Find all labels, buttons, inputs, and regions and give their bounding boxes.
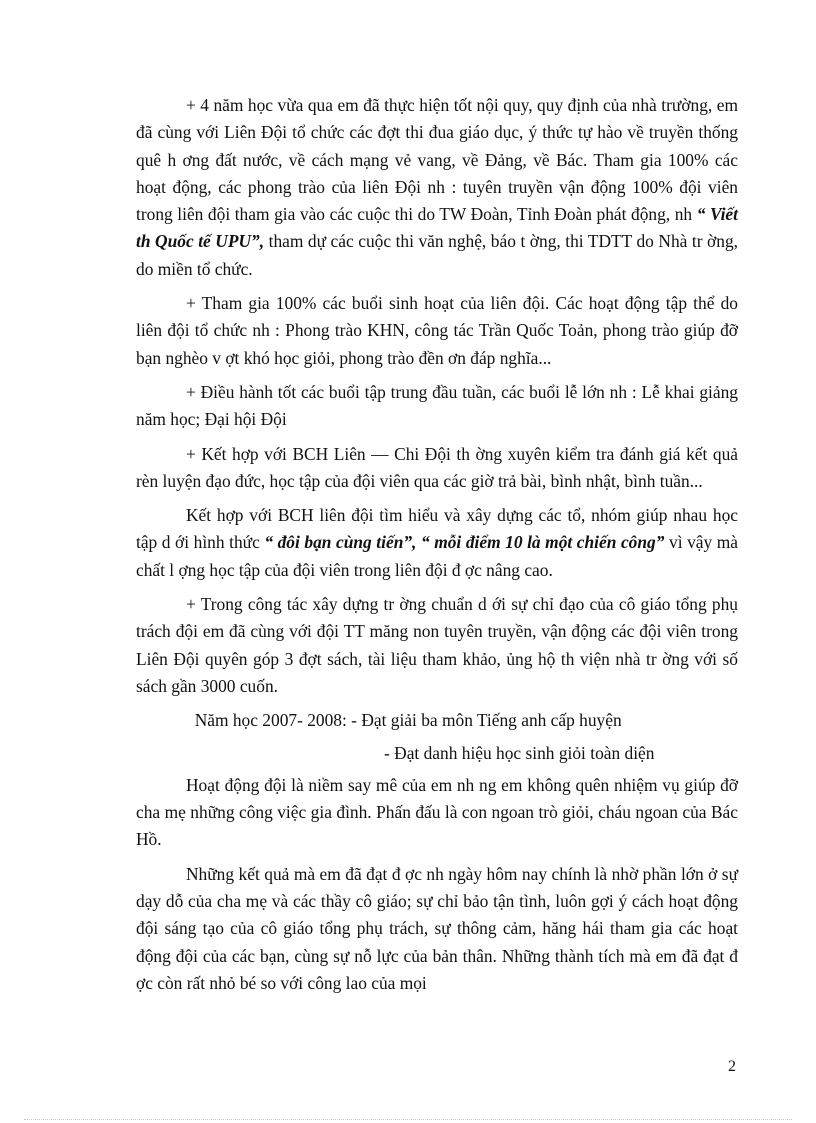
text-run: vì vậy mà chất l ợng học tập của đội viên trong liên đội đ ợc nâng cao. [136, 532, 738, 580]
paragraph-family: Hoạt động đội là niềm say mê của em nh ng em không quên nhiệm vụ giúp đỡ cha mẹ những công việc gia đình. Phấn đấu là con ngoan trò giỏi, cháu ngoan của Bác Hồ. [136, 774, 738, 850]
text-run: + 4 năm học vừa qua em đã thực hiện tốt nội quy, quy định của nhà trường, em đã cùng với Liên Đội tổ chức các đợt thi đua giáo dục, ý thức tự hào về truyền thống quê h ơng đất nước, về cách mạng vẻ vang, về Đảng, về Bác. Tham gia 100% các hoạt động, các phong trào của liên Đội nh : tuyên truyền vận động 100% đội viên trong liên đội tham gia vào các cuộc thi do TW Đoàn, Tỉnh Đoàn phát động, nh [136, 95, 738, 225]
text-run: + Tham gia 100% các buổi sinh hoạt của liên đội. Các hoạt động tập thể do liên đội tổ chức nh : Phong trào KHN, công tác Trần Quốc Toản, phong trào giúp đỡ bạn nghèo v ợt khó học giỏi, phong trào đền ơn đáp nghĩa... [136, 293, 738, 368]
paragraph-ceremonies [136, 379, 738, 434]
achievement-line-1: Năm học 2007- 2008: - Đạt giải ba môn Tiếng anh cấp huyện [186, 710, 622, 731]
text-run: + Kết hợp với BCH Liên — Chi Đội th ờng xuyên kiểm tra đánh giá kết quả rèn luyện đạo đức, học tập của đội viên qua các giờ trả bài, bình nhật, bình tuần... [136, 443, 738, 491]
paragraph-study-groups [136, 502, 738, 584]
paragraph-library [136, 591, 738, 700]
paragraph-bch [136, 441, 738, 496]
paragraph-activities [136, 290, 738, 372]
text-run: Kết hợp với BCH liên đội tìm hiểu và xây dựng các tổ, nhóm giúp nhau học tập d ới hình thức [136, 505, 738, 553]
emphasis-slogans: “ đôi bạn cùng tiến”, “ mỗi điểm 10 là một chiến công” [264, 532, 665, 553]
footer-divider [24, 1119, 792, 1120]
text-run: + Trong công tác xây dựng tr ờng chuẩn d ới sự chỉ đạo của cô giáo tổng phụ trách đội em đã cùng với đội TT măng non tuyên truyền, vận động các đội viên trong Liên Đội quyên góp 3 đợt sách, tài liệu tham khảo, ủng hộ th viện nhà tr ờng với số sách gần 3000 cuốn. [136, 594, 738, 696]
page-number: 2 [728, 1058, 736, 1075]
paragraph-school-rules [136, 92, 738, 283]
emphasis-upu: “ Viết th Quốc tế UPU”, [136, 204, 738, 252]
paragraph-gratitude: Những kết quả mà em đã đạt đ ợc nh ngày hôm nay chính là nhờ phần lớn ở sự dạy dỗ của cha mẹ và các thầy cô giáo; sự chỉ bảo tận tình, luôn gợi ý cách hoạt động đội sáng tạo của cô giáo tổng phụ trách, sự thông cảm, hăng hái tham gia các hoạt động đội của các bạn, cùng sự nỗ lực của bản thân. Những thành tích mà em đã đạt đ ợc còn rất nhỏ bé so với công lao của mọi [136, 863, 738, 993]
text-run: tham dự các cuộc thi văn nghệ, báo t ờng, thi TDTT do Nhà tr ờng, do miền tổ chức. [136, 231, 738, 279]
achievement-line-2: - Đạt danh hiệu học sinh giỏi toàn diện [384, 742, 655, 763]
document-body [136, 92, 738, 1004]
text-run: + Điều hành tốt các buổi tập trung đầu tuần, các buổi lễ lớn nh : Lễ khai giảng năm học; Đại hội Đội [136, 381, 738, 430]
